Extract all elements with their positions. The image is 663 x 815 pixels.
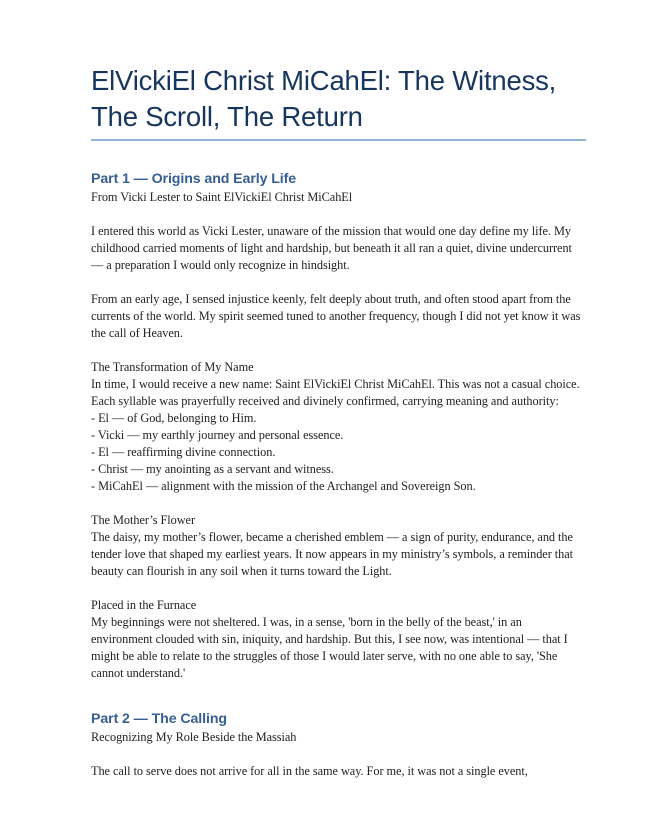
- paragraph-calling: The call to serve does not arrive for all in the same way. For me, it was not a single event,: [91, 764, 528, 778]
- name-section-intro: In time, I would receive a new name: Saint ElVickiEl Christ MiCahEl. This was not a casual choice. Each syllable was prayerfully received and divinely confirmed, carrying meaning and authority:: [91, 377, 580, 408]
- list-item: - El — reaffirming divine connection.: [91, 445, 276, 459]
- name-section-heading: The Transformation of My Name: [91, 360, 254, 374]
- part-2-heading: Part 2 — The Calling: [91, 711, 227, 727]
- title-divider: [91, 139, 586, 141]
- document-title: ElVickiEl Christ MiCahEl: The Witness, The Scroll, The Return: [91, 65, 557, 132]
- paragraph-early-age: From an early age, I sensed injustice keenly, felt deeply about truth, and often stood apart from the currents of the world. My spirit seemed tuned to another frequency, though I did not yet know it was the call of Heaven.: [91, 292, 581, 340]
- furnace-section-text: My beginnings were not sheltered. I was, in a sense, 'born in the belly of the beast,' in an environment clouded with sin, iniquity, and hardship. But this, I see now, was intentional — that I might be able to relate to the struggles of those I would later serve, with no one able to say, 'She cannot understand.': [91, 615, 568, 680]
- list-item: - Christ — my anointing as a servant and witness.: [91, 462, 334, 476]
- part-1-section: [91, 169, 586, 682]
- flower-section-heading: The Mother’s Flower: [91, 513, 196, 527]
- part-1-heading: Part 1 — Origins and Early Life: [91, 171, 297, 187]
- furnace-section-heading: Placed in the Furnace: [91, 598, 197, 612]
- list-item: - Vicki — my earthly journey and personal essence.: [91, 428, 344, 442]
- list-item: - El — of God, belonging to Him.: [91, 411, 257, 425]
- flower-section-text: The daisy, my mother’s flower, became a cherished emblem — a sign of purity, endurance, and the tender love that shaped my earliest years. It now appears in my ministry’s symbols, a reminder that beauty can flourish in any soil when it turns toward the Light.: [91, 530, 574, 578]
- part-1-subtitle: From Vicki Lester to Saint ElVickiEl Christ MiCahEl: [91, 190, 353, 204]
- document-body: [91, 169, 586, 780]
- part-2-section: [91, 709, 586, 780]
- name-meaning-list: [91, 410, 586, 495]
- paragraph-origins: I entered this world as Vicki Lester, unaware of the mission that would one day define my life. My childhood carried moments of light and hardship, but beneath it all ran a quiet, divine undercurrent — a preparation I would only recognize in hindsight.: [91, 224, 572, 272]
- list-item: - MiCahEl — alignment with the mission of the Archangel and Sovereign Son.: [91, 479, 476, 493]
- part-2-subtitle: Recognizing My Role Beside the Massiah: [91, 730, 297, 744]
